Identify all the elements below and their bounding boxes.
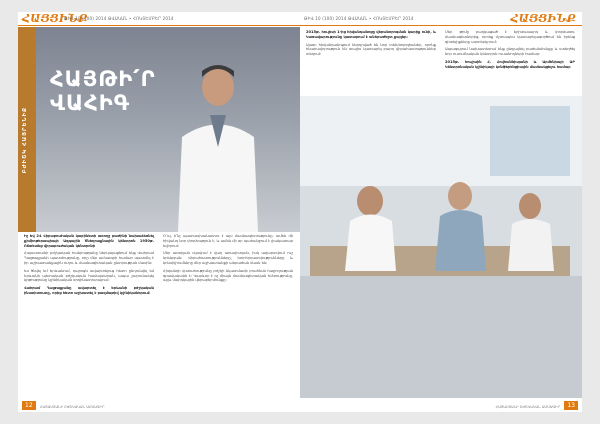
left-header bbox=[18, 12, 300, 26]
right-paragraph-1: Այսօր հիվանդանոցում ներդրված են նոր տեխնոլոգիաներ, որոնք հնարավորություն են տալիս կատարել բարդ վիրահատություններ տեղում։ bbox=[306, 42, 436, 57]
article-title bbox=[50, 67, 156, 115]
masthead-logo: ՀԱՅՑԻՆՔ bbox=[22, 12, 88, 25]
header-rule-right bbox=[300, 25, 582, 26]
mid-paragraph-3: Հիվանդի վստահությունը բժշկի նկատմամբ բուժման հաջողության գրավականն է։ Կարևոր է ոչ միայն մասնագիտական հմտությունը, այլև մարդկային վերաբերմունքը։ bbox=[163, 268, 293, 283]
right-footer bbox=[300, 400, 582, 412]
mid-paragraph-2: Մեր առօրյան սկսվում է վաղ առավոտյան, իսկ ավարտվում ուշ երեկոյան։ Վիրահատությունները, խորհրդատվությունները և կոնսիլիումները մեր աշխատանքի անբաժան մասն են։ bbox=[163, 251, 293, 265]
section-strip bbox=[18, 27, 36, 232]
left-column-1 bbox=[24, 234, 154, 299]
page-number-right: 13 bbox=[564, 401, 578, 410]
right-bold-callout-1: 2015թ. հուլիսի 1-ից հիվանդանոցը վերանորոգման կարիք ունի, և Կառավարությունը կատարում է անհրաժեշտ քայլեր։ bbox=[306, 30, 436, 39]
hospital-photo bbox=[300, 96, 582, 398]
left-footer bbox=[18, 400, 300, 412]
right-paragraph-3: Ապագայում նախատեսում ենք ընդլայնել բաժանմունքը և ստեղծել նոր ուսումնական կենտրոն ուսանողների համար։ bbox=[445, 47, 575, 57]
left-bold-callout: Վահրամ Ղալթաքյանը ավարտել է Երևանի բժշկական ինստիտուտը, որից հետո աշխատել է բազմաթիվ կլինիկաներում։ bbox=[24, 286, 154, 295]
left-paragraph-1: Հայաստանի բժշկական հանրությանը ներկայացնում ենք Վահրամ Ղալթաքյանի պատմությունը, որը մեր ամսագրի համար պատմել է իր աշխատանքային ուղու և մասնագիտական ընտրության մասին։ bbox=[24, 251, 154, 265]
right-bold-callout-2: 2015թ. հուլիսին Հ. Հովհաննիսյանի և Արմենիայի ԱԲ Կենտրոնական կլինիկայի կոնֆերենցիային մասնակցելու համար bbox=[445, 59, 575, 69]
mid-paragraph-1: Օ՜պ, ի՛նչ պատասխանատու է այս մասնագիտությունը. ամեն մի հիվանդ նոր փորձություն է, և ամեն մի օր պահանջում է լիակատար նվիրում։ bbox=[163, 234, 293, 248]
title-line-2: ՎԱՀԻԳ bbox=[50, 91, 131, 115]
doctor-photo bbox=[168, 57, 268, 232]
intro-text: Ւջ Եվ 2Վ Վիրաբուժական կաբինետի առողջ բաժինի նախաձեռնել քիմիոթերապիայի Ազգային Ծնեղոաքնային կենտրոն 1950թ. Ոճտեանց վիրաբուժական կենտրոնի bbox=[24, 234, 154, 248]
footer-text-left: ՀԱՅԱՍՏԱՆԻ ԲԺՇԿԱԿԱՆ ԱՄՍԱԳԻՐ bbox=[40, 405, 105, 409]
right-paragraph-2: Մեր թիմը բաղկացած է երիտասարդ և փորձառու մասնագետներից, որոնք մշտապես կատարելագործում են իրենց գիտելիքները արտերկրում։ bbox=[445, 30, 575, 44]
right-column-2 bbox=[445, 30, 575, 73]
title-line-1: ՀԱՅԹԻ՛Ր bbox=[50, 67, 156, 91]
hero-image bbox=[18, 27, 300, 232]
section-label: ԲԺԻՇԿ ՀԱՅՐԵՆԻՔ bbox=[22, 107, 28, 174]
footer-text-right: ՀԱՅԱՍՏԱՆԻ ԲԺՇԿԱԿԱՆ ԱՄՍԱԳԻՐ bbox=[495, 405, 560, 409]
issue-line: ԹԻՎ 10 (100) 2014 ԹՎԱԿԱՆ • ՀՈԿՏԵՄԲԵՐ 2014 bbox=[64, 16, 174, 21]
right-column-1 bbox=[306, 30, 436, 60]
masthead-logo-right: ՀԱՅՑԻՆՔ bbox=[510, 12, 576, 25]
left-paragraph-2: Ես ծնվել եմ Երևանում, դպրոցն ավարտելուց հետո ընդունվել եմ Երևանի պետական բժշկական համալսարան, ապա շարունակել կրթությունը կլինիկական օրդինատուրայում։ bbox=[24, 268, 154, 283]
right-page bbox=[300, 12, 582, 412]
header-rule bbox=[18, 25, 300, 26]
left-page bbox=[18, 12, 300, 412]
right-header bbox=[300, 12, 582, 26]
page-number-left: 12 bbox=[22, 401, 36, 410]
left-column-2 bbox=[163, 234, 293, 286]
issue-line-right: ԹԻՎ 10 (100) 2014 ԹՎԱԿԱՆ • ՀՈԿՏԵՄԲԵՐ 2014 bbox=[304, 16, 414, 21]
